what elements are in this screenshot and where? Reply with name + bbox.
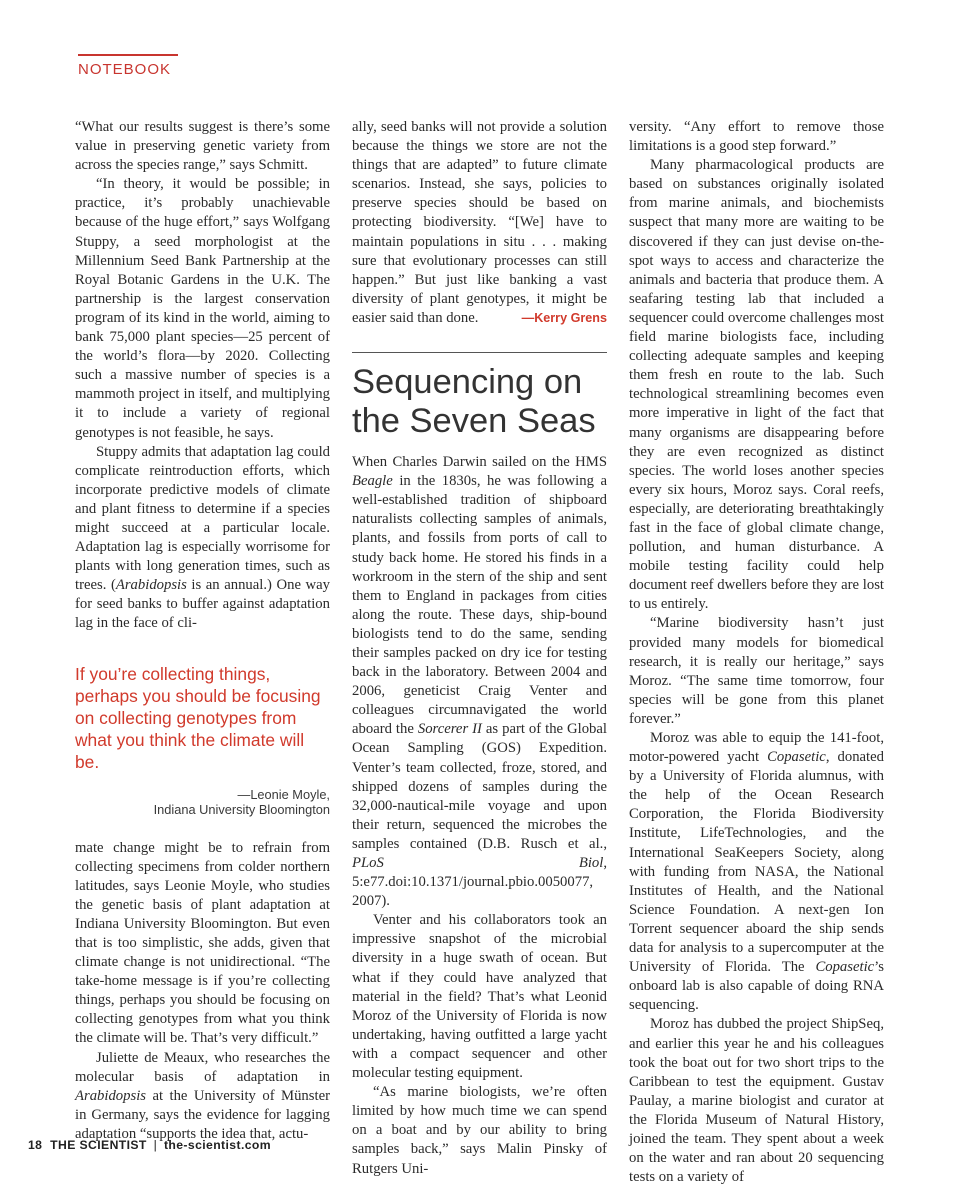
paragraph: “What our results suggest is there’s some value in preserving genetic variety from across the species range,” says Schmitt. — [75, 119, 330, 174]
pull-quote-attribution — [75, 787, 330, 817]
article-divider — [352, 352, 607, 353]
ship-name: Copasetic — [767, 749, 826, 766]
column-1 — [75, 118, 330, 1144]
author-byline: —Kerry Grens — [521, 310, 607, 325]
paragraph: Juliette de Meaux, who researches the molecular basis of adaptation in Arabidopsis at the University of Münster in Germany, says the evidence for lagging adaptation “supports the idea that, actu- — [75, 1049, 330, 1142]
paragraph: “In theory, it would be possible; in practice, it’s probably unachievable because of the huge effort,” says Wolfgang Stuppy, a seed morphologist at the Millennium Seed Bank Partnership at the Royal Botanic Gardens in the U.K. The partnership is the largest conservation program of its kind in the world, aiming to bank 75,000 plant species—25 percent of the world’s flora—by 2020. Collecting such a massive number of species is a mammoth project in itself, and multiplying it to include a variety of regional genotypes is not feasible, he says. — [75, 176, 330, 441]
journal-name: PLoS Biol — [352, 855, 604, 871]
species-name: Arabidopsis — [115, 577, 187, 594]
ship-name: Sorcerer II — [417, 721, 482, 738]
attribution-affiliation: Indiana University Bloomington — [153, 801, 330, 817]
website-url: the-scientist.com — [163, 1138, 271, 1152]
magazine-name: THE SCIENTIST — [50, 1138, 147, 1152]
pull-quote: If you’re collecting things, perhaps you should be focusing on collecting genotypes from what you think the climate will be. — [75, 663, 321, 772]
paragraph: Moroz was able to equip the 141-foot, motor-powered yacht Copasetic, donated by a University of Florida alumnus, with the help of the Ocean Research Corporation, the Florida Biodiversity Institute, LifeTechnologies, and the International SeaKeepers Society, along with funding from NASA, the National Institutes of Health, and the National Science Foundation. A next-gen Ion Torrent sequencer aboard the ship sends data for analysis to a supercomputer at the University of Florida. The Copasetic’s onboard lab is also capable of doing RNA sequencing. — [629, 730, 884, 1014]
attribution-name: —Leonie Moyle, — [237, 786, 330, 802]
paragraph: Venter and his collaborators took an impressive snapshot of the microbial diversity in a huge swath of ocean. But what if they could have analyzed that material in the field? That’s what Leonid Moroz of the University of Florida is now undertaking, having outfitted a large yacht with a compact sequencer and other molecular testing equipment. — [352, 912, 607, 1082]
species-name: Arabidopsis — [75, 1087, 146, 1104]
page-number: 18 — [28, 1138, 43, 1152]
paragraph: versity. “Any effort to remove those limitations is a good step forward.” — [629, 119, 884, 155]
footer-separator: | — [153, 1138, 158, 1152]
column-2 — [352, 118, 607, 1179]
section-label: NOTEBOOK — [78, 61, 172, 78]
ship-name: Copasetic — [815, 959, 875, 976]
paragraph: “Marine biodiversity hasn’t just provided many models for biomedical research, it is really our heritage,” says Moroz. “The same time tomorrow, four species will be gone from this planet forever.” — [629, 615, 884, 727]
paragraph: Many pharmacological products are based on substances originally isolated from marine animals, and biochemists suspect that many more are waiting to be discovered if they can just devise on-the-spot ways to access and characterize the animals and bacteria that produce them. A seafaring testing lab that included a sequencer could overcome challenges most field marine biologists face, including collecting adequate samples and keeping them fresh en route to the lab. Such technological streamlining becomes even more imperative in light of the fact that many organisms are disappearing before they are even recognized as distinct species. The world loses another species every six hours, Moroz says. Coral reefs, especially, are deteriorating breathtakingly fast in the face of global climate change, pollution, and human disturbance. A mobile testing facility could help document reef dwellers before they are lost to us entirely. — [629, 157, 884, 613]
ship-name: Beagle — [352, 473, 393, 490]
paragraph: mate change might be to refrain from collecting specimens from colder northern latitudes, says Leonie Moyle, who studies the genetic basis of plant adaptation at Indiana University Bloomington. But even that is too simplistic, she adds, given that climate change is not unidirectional. “The take-home message is if you’re collecting things, perhaps you should be focusing on collecting genotypes from what you think the climate will be. That’s very difficult.” — [75, 839, 330, 1047]
paragraph: Stuppy admits that adaptation lag could complicate reintroduction efforts, which incorporate predictive models of climate and plant fitness to determine if a species might succeed at a particular locale. Adaptation lag is especially worrisome for plants with long generation times, such as trees. (Arabidopsis is an annual.) One way for seed banks to buffer against adaptation lag in the face of cli- — [75, 443, 330, 632]
page-footer — [28, 1138, 271, 1152]
article-headline: Sequencing on the Seven Seas — [352, 363, 596, 441]
paragraph: Moroz has dubbed the project ShipSeq, and earlier this year he and his colleagues took the boat out for two short trips to the Caribbean to test the equipment. Gustav Paulay, a marine biologist and curator at the Florida Museum of Natural History, joined the team. They spent about a week on the water and ran about 20 sequencing tests on a variety of — [629, 1016, 884, 1186]
paragraph: “As marine biologists, we’re often limited by how much time we can spend on a boat and by our ability to bring samples back,” says Malin Pinsky of Rutgers Uni- — [352, 1084, 607, 1177]
column-3 — [629, 118, 884, 1187]
paragraph: ally, seed banks will not provide a solution because the things we store are not the things that are adapted” to future climate scenarios. Instead, she says, policies to preserve species should be based on protecting biodiversity. “[We] have to maintain populations in situ . . . making sure that evolutionary processes can still happen.” But just like banking a vast diversity of plant genotypes, it might be easier said than done. —Kerry Grens — [352, 118, 607, 328]
section-rule — [78, 54, 178, 56]
paragraph: When Charles Darwin sailed on the HMS Beagle in the 1830s, he was following a well-established tradition of shipboard naturalists collecting samples of animals, plants, and fossils from ports of call to study back home. He stored his finds in a workroom in the stern of the ship and sent them to England in packages from cities along the route. These days, ship-bound biologists tend to do the same, sending their samples packed on dry ice for testing back in the laboratory. Between 2004 and 2006, geneticist Craig Venter and colleagues circumnavigated the world aboard the Sorcerer II as part of the Global Ocean Sampling (GOS) Expedition. Venter’s team collected, froze, stored, and shipped dozens of samples during the 32,000-nautical-mile voyage and upon their return, sequenced the microbes the samples contained (D.B. Rusch et al., PLoS Biol, 5:e77.doi:10.1371/journal.pbio.0050077, 2007). — [352, 454, 607, 910]
